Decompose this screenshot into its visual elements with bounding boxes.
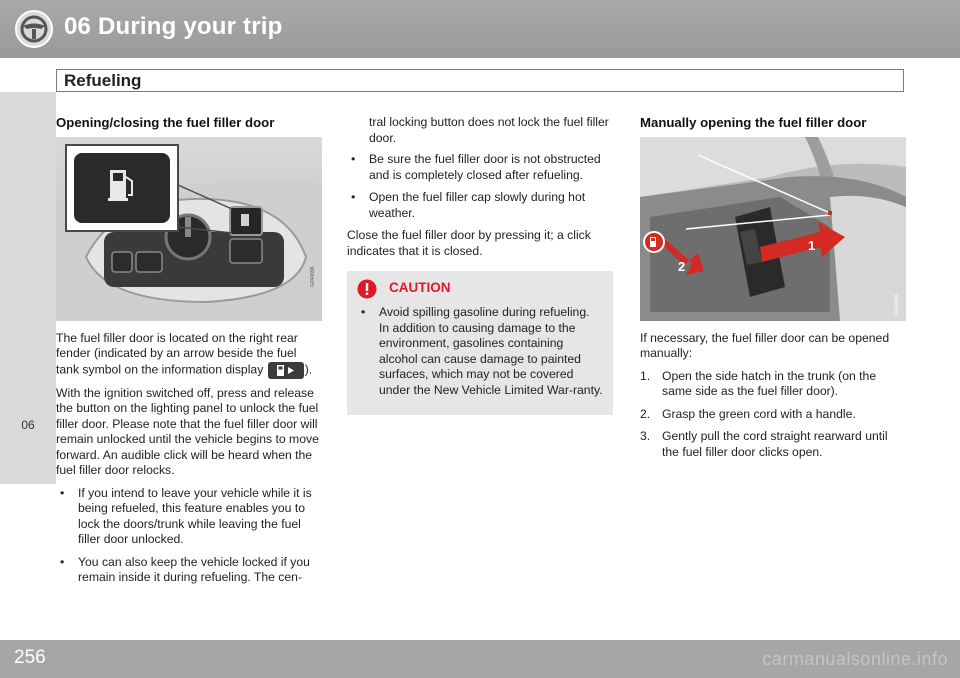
caution-label: CAUTION — [389, 280, 451, 295]
step-text: Gently pull the cord straight rearward until the fuel filler door clicks open. — [662, 429, 888, 459]
bullet-text: Open the fuel filler cap slowly during hot weather. — [369, 190, 586, 220]
paragraph-unlock: With the ignition switched off, press and release the button on the lighting panel to unlock the fuel filler door. Please note that the fuel filler door will remain unlocked until the vehicle begins to move forward. An audible click will be heard when the fuel filler door relocks. — [56, 385, 319, 477]
lighting-panel-figure — [56, 137, 322, 321]
bullet-text: If you intend to leave your vehicle while it is being refueled, this feature enables you to lock the doors/trunk while leaving the fuel filler door unlocked. — [78, 485, 312, 546]
caution-bullet — [357, 305, 603, 398]
steering-wheel-logo-icon — [14, 9, 54, 49]
list-item — [640, 369, 906, 400]
bullet-text: Be sure the fuel filler door is not obstructed and is completely closed after refueling. — [369, 152, 601, 182]
header-bar — [0, 0, 960, 58]
footer-bar — [0, 640, 960, 678]
fuel-pump-icon — [650, 237, 656, 247]
chapter-side-tab — [0, 92, 56, 484]
column-middle — [347, 115, 613, 415]
paragraph-closing: Close the fuel filler door by pressing it; a click indicates that it is closed. — [347, 228, 591, 258]
section-header — [56, 69, 904, 92]
list-item — [347, 152, 613, 183]
callout-2: 2 — [678, 258, 686, 274]
column-left — [56, 115, 322, 593]
caution-header — [357, 277, 603, 301]
list-item — [347, 190, 613, 221]
warning-triangle-icon — [357, 279, 377, 299]
trunk-illustration — [640, 137, 906, 321]
continued-bullet-text: tral locking button does not lock the fuel filler door. — [369, 115, 609, 145]
paragraph-location — [56, 331, 322, 379]
chapter-title: 06 During your trip — [64, 13, 283, 40]
bullet-glyph: • — [361, 305, 366, 319]
list-item — [640, 429, 906, 460]
figure-code: G040654 — [894, 293, 900, 315]
list-item — [56, 486, 322, 548]
list-item — [640, 407, 906, 423]
watermark: carmanualsonline.info — [762, 649, 948, 669]
paragraph-location-end: ). — [304, 362, 313, 377]
bullet-glyph: • — [60, 485, 65, 500]
column-right — [640, 115, 906, 467]
step-text: Grasp the green cord with a handle. — [662, 406, 856, 421]
section-title: Refueling — [64, 71, 142, 90]
list-item — [56, 555, 322, 586]
paragraph-location-text: The fuel filler door is located on the right rear fender (indicated by an arrow beside the fuel tank symbol on the information display — [56, 330, 298, 377]
bullet-text: You can also keep the vehicle locked if you remain inside it during refueling. The cen- — [78, 554, 310, 584]
step-number: 1. — [640, 368, 651, 383]
caution-text: Avoid spilling gasoline during refueling. In addition to causing damage to the environment, gasolines containing alcohol can cause damage to painted surfaces, which may not be covered under the New Vehicle Limited War-ranty. — [379, 305, 603, 397]
trunk-figure — [640, 137, 906, 321]
heading-manual-opening: Manually opening the fuel filler door — [640, 115, 867, 130]
figure-code: G040696 — [310, 265, 316, 287]
bullet-glyph: • — [60, 554, 65, 569]
fuel-display-icon — [268, 362, 304, 379]
page-number: 256 — [14, 647, 46, 668]
step-number: 3. — [640, 429, 651, 443]
callout-1: 1 — [808, 237, 816, 253]
step-number: 2. — [640, 406, 651, 421]
bullet-glyph: • — [351, 190, 356, 204]
caution-box — [347, 271, 613, 415]
paragraph-intro: If necessary, the fuel filler door can be opened manually: — [640, 330, 890, 360]
heading-opening-closing: Opening/closing the fuel filler door — [56, 115, 275, 130]
chapter-tab-label: 06 — [21, 418, 35, 432]
step-text: Open the side hatch in the trunk (on the same side as the fuel filler door). — [662, 368, 877, 398]
lighting-panel-illustration — [56, 137, 322, 321]
bullet-glyph: • — [351, 152, 356, 166]
